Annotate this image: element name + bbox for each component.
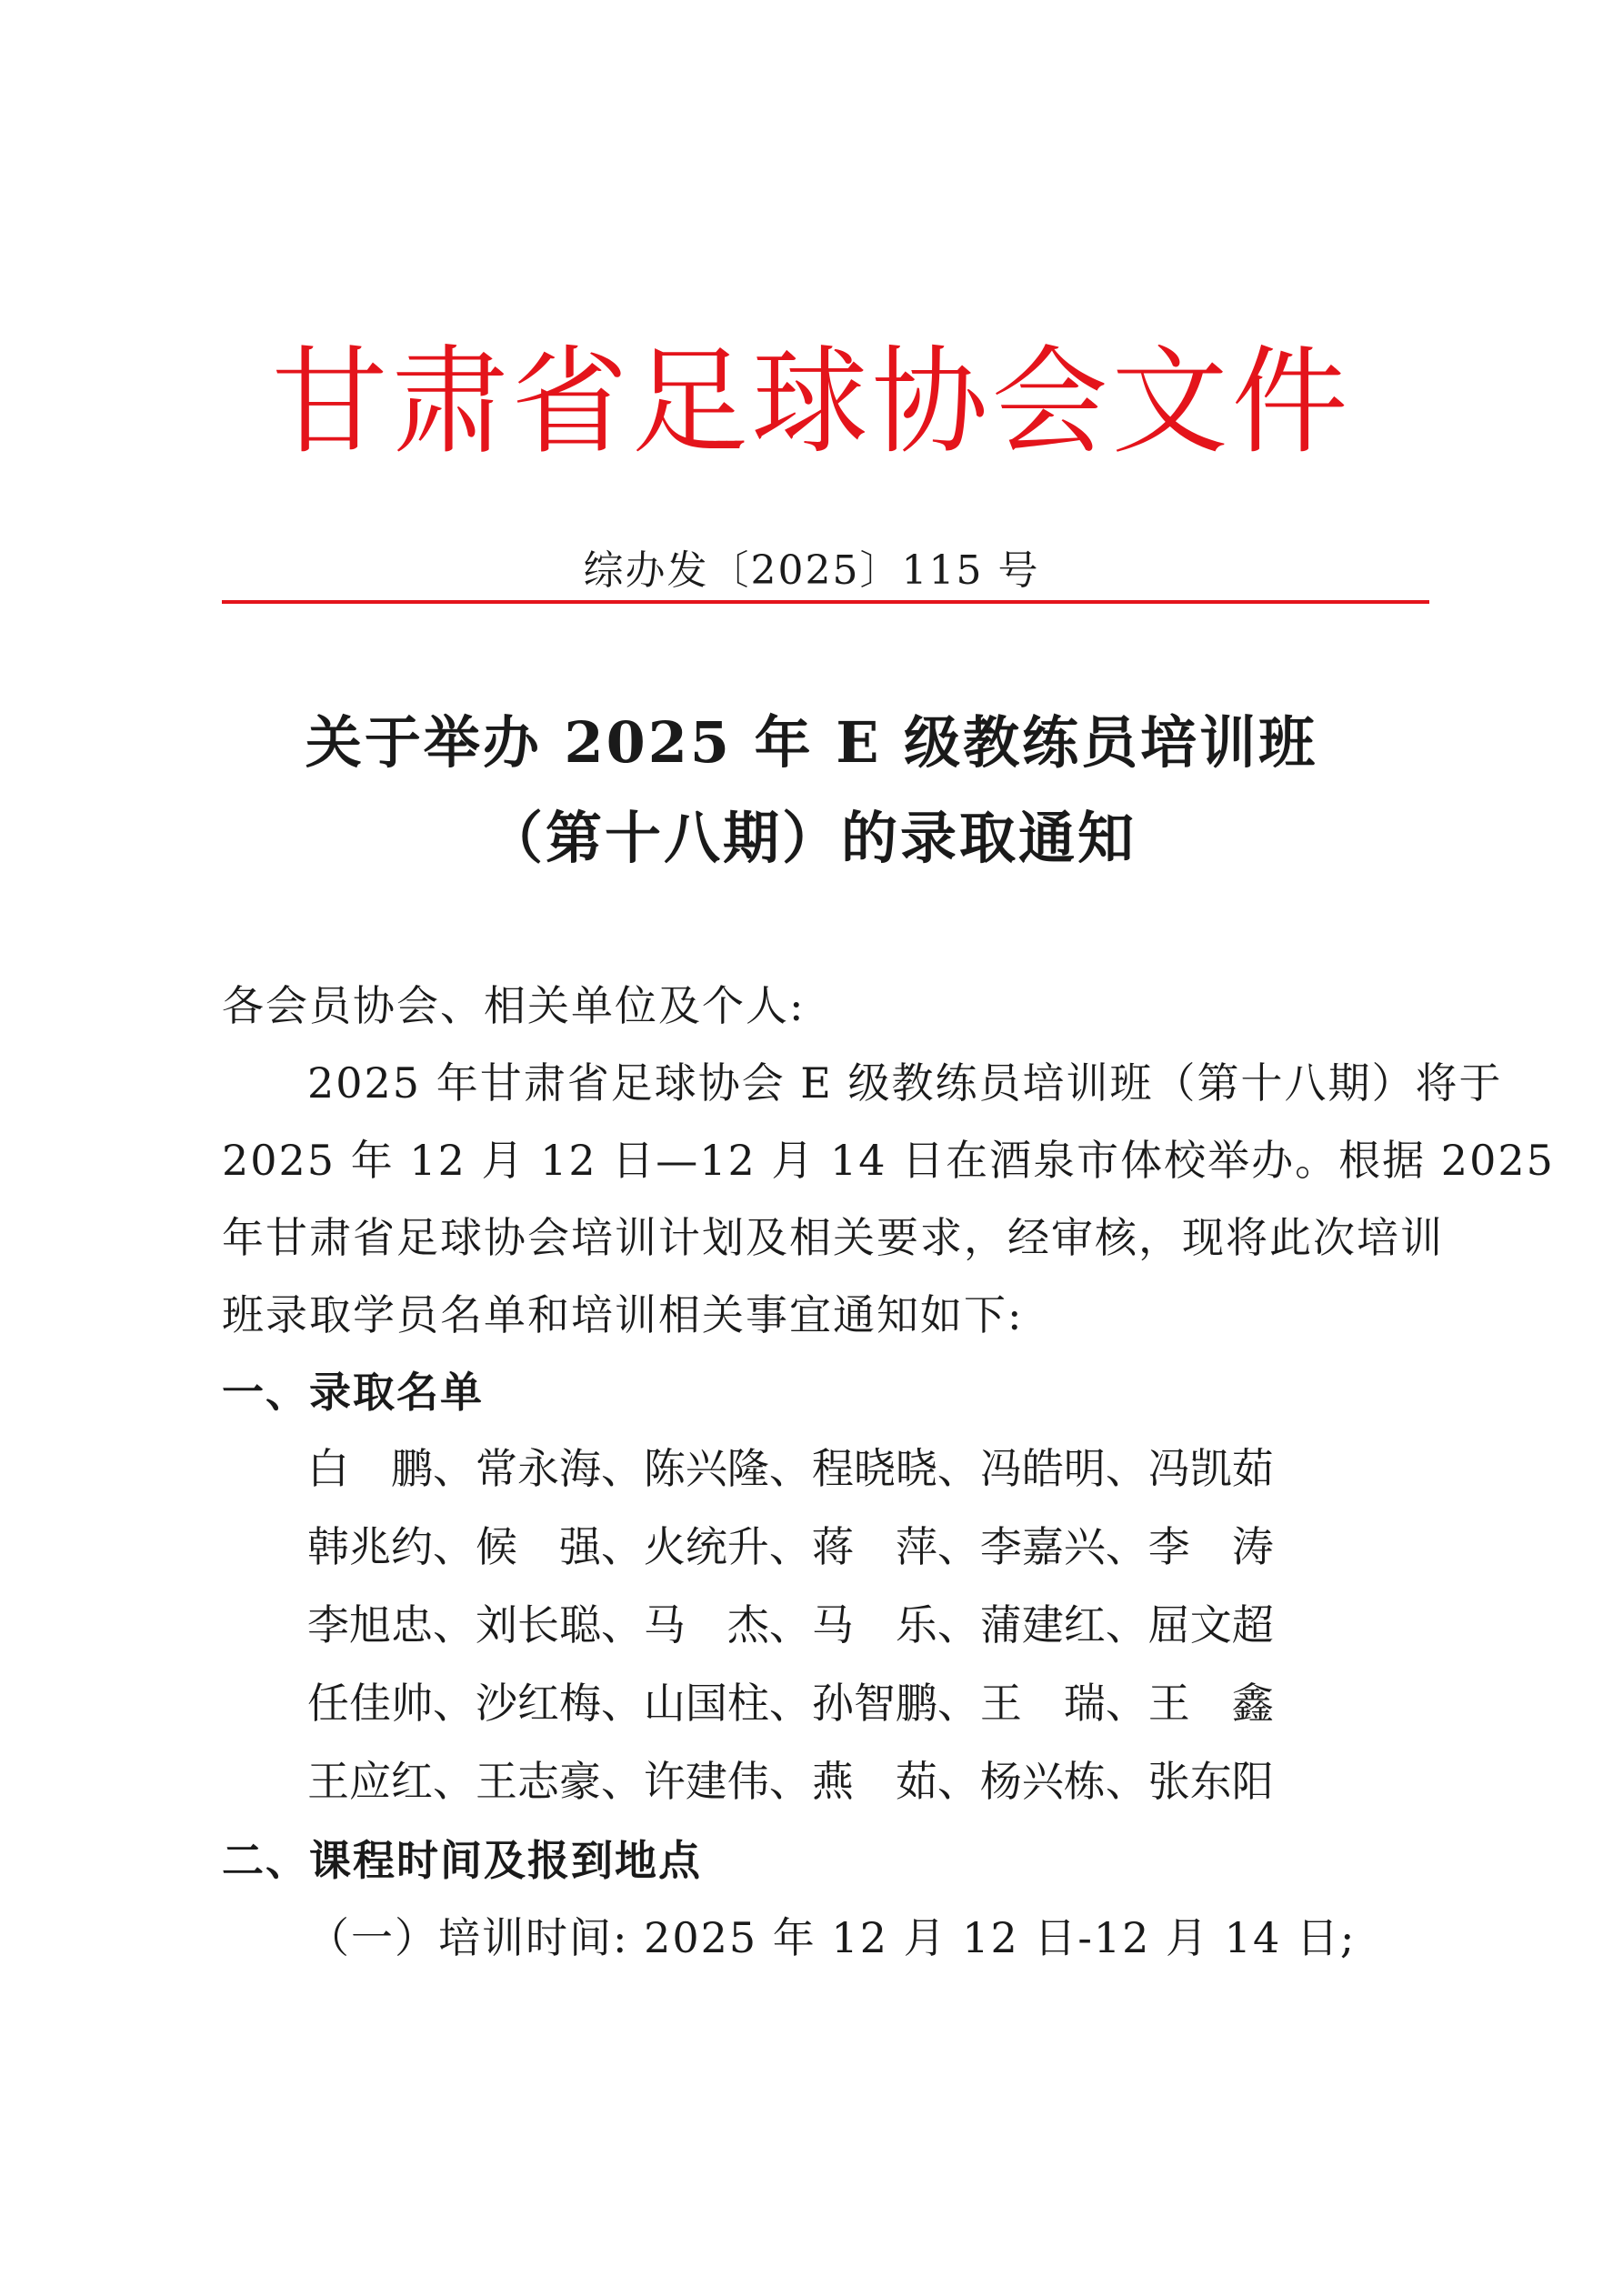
section-heading-schedule: 二、课程时间及报到地点: [222, 1836, 702, 1885]
student-name: 冯凯茹: [1147, 1444, 1274, 1493]
student-name: 屈文超: [1147, 1600, 1274, 1649]
student-name: 许建伟、: [643, 1757, 811, 1806]
student-name: 王应红、: [307, 1757, 475, 1806]
student-name: 李旭忠、: [307, 1600, 475, 1649]
student-name: 李嘉兴、: [979, 1522, 1147, 1571]
section-heading-admission-list: 一、录取名单: [222, 1368, 484, 1417]
name-row: [307, 1742, 1307, 1820]
document-header-title: 甘肃省足球协会文件: [271, 335, 1352, 470]
student-name: 蒲建红、: [979, 1600, 1147, 1649]
student-name: 杨兴栋、: [979, 1757, 1147, 1806]
notice-title-line-1: 关于举办 2025 年 E 级教练员培训班: [305, 709, 1318, 776]
name-row: [307, 1508, 1307, 1586]
paragraph-line: 2025 年甘肃省足球协会 E 级教练员培训班（第十八期）将于: [307, 1058, 1503, 1108]
student-name: 山国柱、: [643, 1679, 811, 1728]
student-name: 马 杰、: [643, 1600, 811, 1649]
student-name: 沙红梅、: [475, 1679, 643, 1728]
student-name: 李 涛: [1147, 1522, 1274, 1571]
student-name: 燕 茹、: [811, 1757, 979, 1806]
name-row: [307, 1429, 1307, 1508]
admission-name-list: [307, 1429, 1307, 1820]
name-row: [307, 1664, 1307, 1742]
student-name: 常永海、: [475, 1444, 643, 1493]
student-name: 王 瑞、: [979, 1679, 1147, 1728]
student-name: 孙智鹏、: [811, 1679, 979, 1728]
student-name: 冯皓明、: [979, 1444, 1147, 1493]
student-name: 蒋 萍、: [811, 1522, 979, 1571]
student-name: 火统升、: [643, 1522, 811, 1571]
student-name: 马 乐、: [811, 1600, 979, 1649]
student-name: 陈兴隆、: [643, 1444, 811, 1493]
document-number: 综办发〔2025〕115 号: [583, 547, 1040, 594]
student-name: 张东阳: [1147, 1757, 1274, 1806]
paragraph-line: 年甘肃省足球协会培训计划及相关要求，经审核，现将此次培训: [222, 1213, 1444, 1262]
name-row: [307, 1586, 1307, 1664]
notice-title-line-2: （第十八期）的录取通知: [486, 805, 1137, 871]
paragraph-line: 班录取学员名单和培训相关事宜通知如下:: [222, 1290, 1024, 1339]
student-name: 王 鑫: [1147, 1679, 1274, 1728]
student-name: 白 鹏、: [307, 1444, 475, 1493]
red-divider-line: [222, 600, 1429, 604]
paragraph-line: 2025 年 12 月 12 日—12 月 14 日在酒泉市体校举办。根据 2025: [222, 1136, 1555, 1185]
student-name: 刘长聪、: [475, 1600, 643, 1649]
training-time-item: （一）培训时间: 2025 年 12 月 12 日-12 月 14 日;: [307, 1913, 1357, 1962]
student-name: 程晓晓、: [811, 1444, 979, 1493]
salutation: 各会员协会、相关单位及个人:: [222, 981, 806, 1030]
student-name: 王志豪、: [475, 1757, 643, 1806]
student-name: 候 强、: [475, 1522, 643, 1571]
student-name: 任佳帅、: [307, 1679, 475, 1728]
student-name: 韩兆约、: [307, 1522, 475, 1571]
